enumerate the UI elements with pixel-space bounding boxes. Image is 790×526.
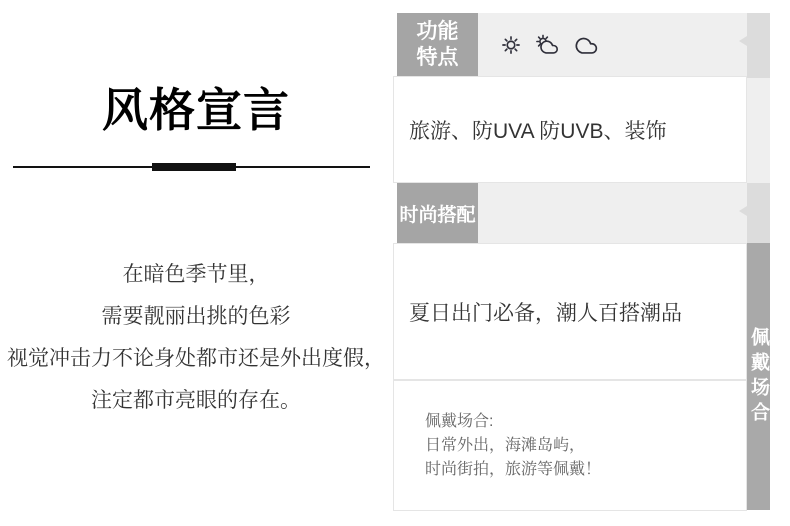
fashion-label-box — [397, 183, 478, 243]
section-header-features — [397, 13, 747, 76]
divider-line — [13, 166, 370, 168]
paragraph-line: 需要靓丽出挑的色彩 — [101, 305, 291, 328]
occasions-line: 时尚街拍，旅游等佩戴！ — [425, 460, 602, 478]
strip-pointer-fashion-icon — [739, 206, 747, 216]
sun-icon — [500, 34, 522, 56]
paragraph-line: 注定都市亮眼的存在。 — [91, 389, 301, 412]
fashion-content-box — [393, 243, 747, 380]
paragraph-line: 视觉冲击力不论身处都市还是外出度假， — [7, 347, 385, 370]
occasions-line: 日常外出，海滩岛屿， — [425, 436, 586, 454]
occasions-content-box — [393, 380, 747, 511]
features-header-bar — [478, 13, 747, 76]
features-content-box — [393, 76, 747, 183]
section-header-fashion — [397, 183, 747, 243]
side-tab-label: 佩戴场合 — [748, 326, 769, 427]
fashion-label: 时尚搭配 — [399, 204, 476, 226]
fashion-header-bar — [478, 183, 747, 243]
paragraph-line: 在暗色季节里， — [122, 263, 270, 286]
features-content-text: 旅游、防UVA 防UVB、装饰 — [409, 119, 667, 143]
strip-segment-top — [747, 13, 770, 78]
fashion-content-text: 夏日出门必备，潮人百搭潮品 — [409, 301, 682, 325]
strip-segment-middle — [747, 78, 770, 183]
features-label-line2: 特点 — [416, 45, 459, 69]
sun-behind-cloud-icon — [535, 34, 560, 56]
occasions-line: 佩戴场合: — [425, 412, 494, 430]
features-label-line1: 功能 — [416, 19, 459, 43]
cloud-icon — [573, 35, 598, 55]
features-label-box — [397, 13, 478, 76]
style-paragraph — [0, 254, 392, 422]
strip-pointer-top-icon — [739, 36, 747, 46]
divider-accent — [152, 163, 236, 171]
page-title: 风格宣言 — [102, 84, 290, 136]
side-tab-occasions — [747, 243, 770, 510]
strip-segment-fashion — [747, 183, 770, 243]
